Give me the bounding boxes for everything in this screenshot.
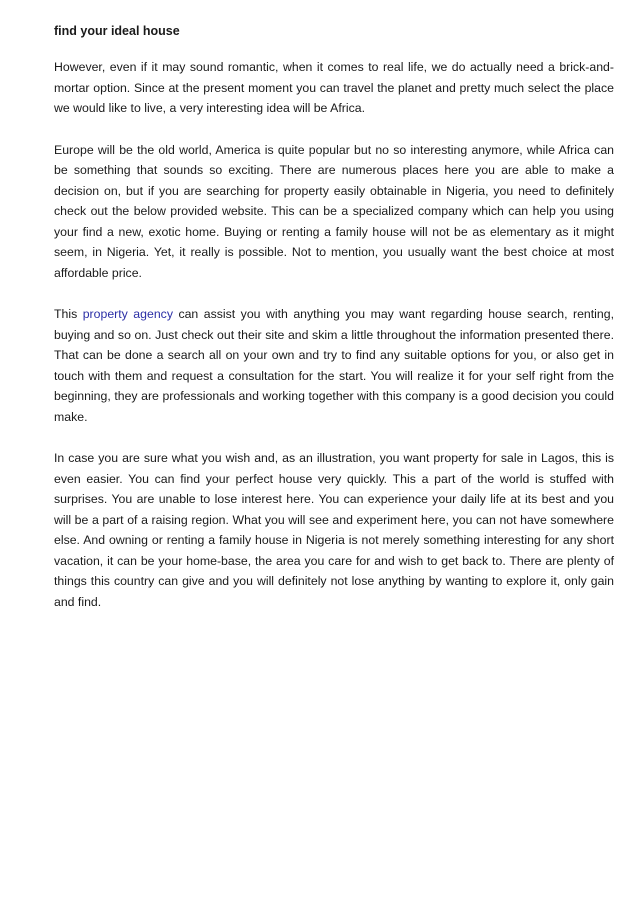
paragraph-text-after-link: can assist you with anything you may want regarding house search, renting, buying and so on. Just check out their site and skim a little throughout the information presented there. That can be done a search all on your own and try to find any suitable options for you, or also get in touch with them and request a consultation for the start. You will realize it for your self right from the beginning, they are professionals and working together with this company is a good decision you could make. (54, 307, 614, 424)
document-title: find your ideal house (54, 24, 180, 38)
paragraph-text-before-link: This (54, 307, 83, 321)
paragraph-intro: However, even if it may sound romantic, when it comes to real life, we do actually need a brick-and-mortar option. Since at the present moment you can travel the planet and pretty much select the place we would like to live, a very interesting idea will be Africa. (54, 60, 614, 115)
paragraph-property-agency (54, 304, 614, 427)
paragraph-lagos: In case you are sure what you wish and, as an illustration, you want property for sale in Lagos, this is even easier. You can find your perfect house very quickly. This a part of the world is stuffed with surprises. You are unable to lose interest here. You can experience your daily life at its best and you will be a part of a raising region. What you will see and experiment here, you can not have somewhere else. And owning or renting a family house in Nigeria is not merely something interesting for any short vacation, it can be your home-base, the area you care for and wish to get back to. There are plenty of things this country can give and you will definitely not lose anything by wanting to explore it, only gain and find. (54, 451, 614, 609)
document-page (54, 22, 614, 633)
property-agency-link[interactable]: property agency (82, 307, 173, 321)
paragraph-europe-africa: Europe will be the old world, America is quite popular but no so interesting anymore, while Africa can be something that sounds so exciting. There are numerous places here you are able to make a decision on, but if you are searching for property easily obtainable in Nigeria, you need to definitely check out the below provided website. This can be a specialized company which can help you using your find a new, exotic home. Buying or renting a family house will not be as elementary as it might seem, in Nigeria. Yet, it really is possible. Not to mention, you usually want the best choice at most affordable price. (54, 142, 614, 280)
